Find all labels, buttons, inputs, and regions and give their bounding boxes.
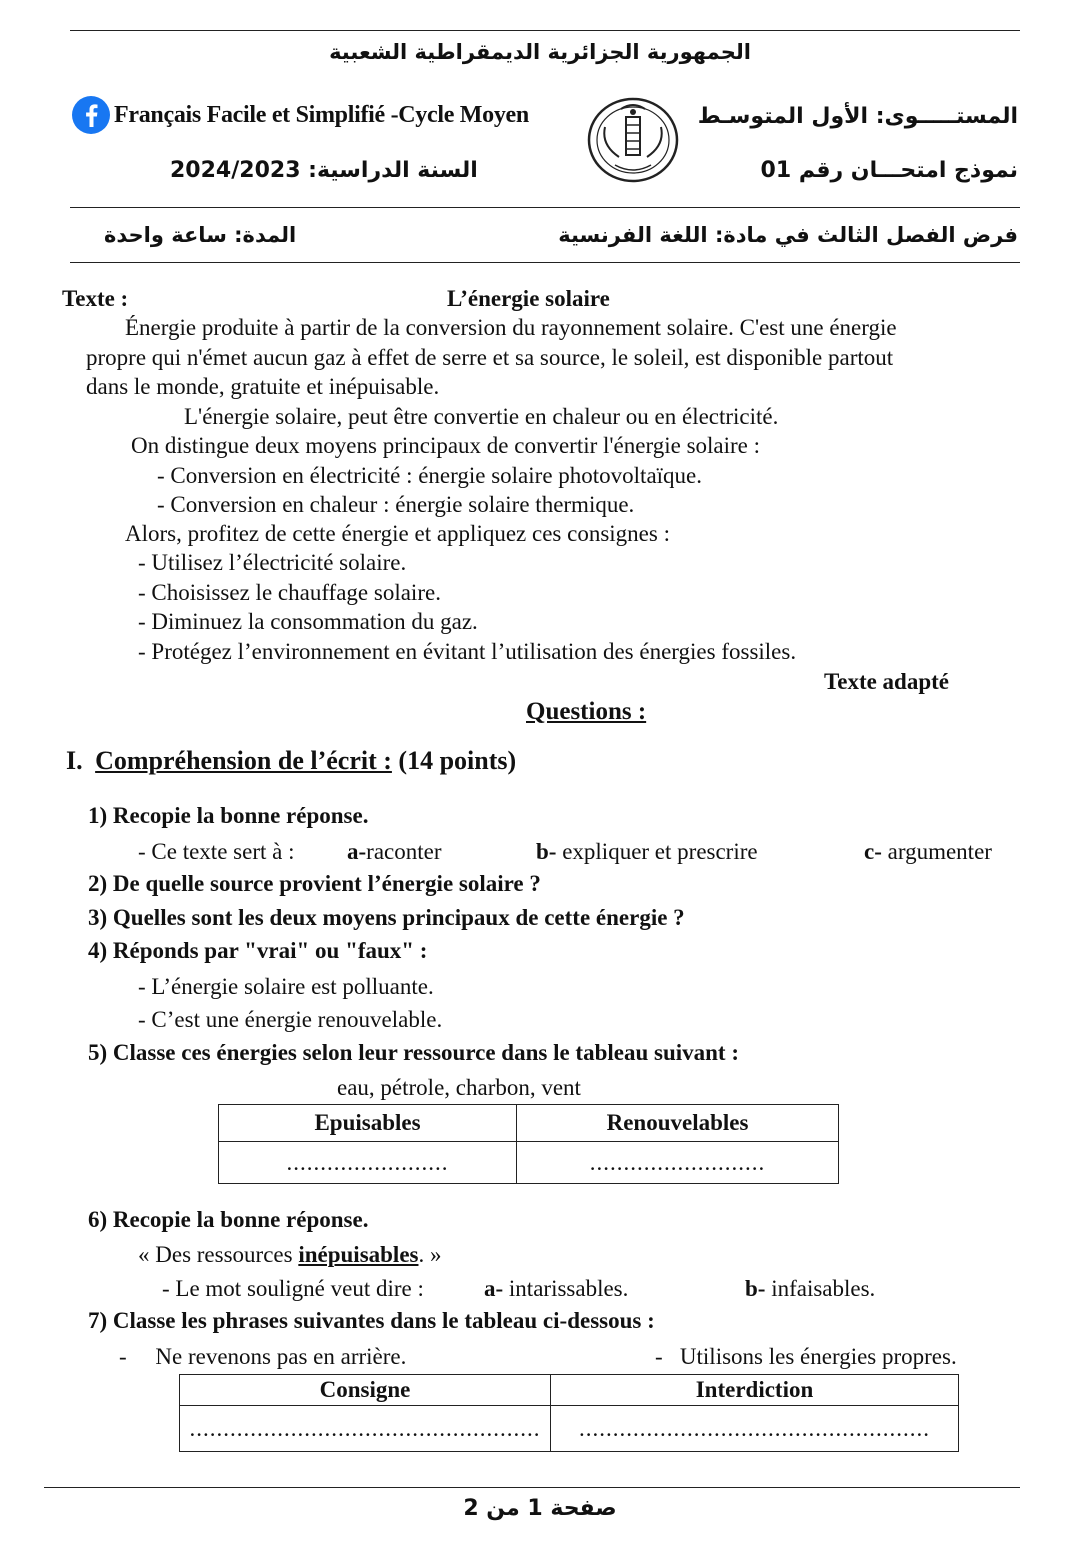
question-4-statement: - C’est une énergie renouvelable. [138, 1007, 443, 1032]
section-points: (14 points) [398, 746, 517, 775]
question-5: 5) Classe ces énergies selon leur ressource dans le tableau suivant : [88, 1040, 739, 1065]
question-6-quote [138, 1240, 441, 1269]
text-line: - Conversion en chaleur : énergie solaire thermique. [157, 492, 635, 517]
question-7-sentence: - Ne revenons pas en arrière. [119, 1344, 407, 1369]
option-letter: b- [536, 839, 557, 864]
text-line: dans le monde, gratuite et inépuisable. [86, 374, 440, 399]
section-heading [66, 746, 516, 776]
text-line: - Utilisez l’électricité solaire. [138, 550, 407, 575]
section-title: Compréhension de l’écrit : [95, 746, 392, 775]
section-number: I. [66, 746, 83, 775]
text-line: L'énergie solaire, peut être convertie en chaleur ou en électricité. [184, 404, 779, 429]
table-header-interdiction: Interdiction [551, 1375, 959, 1406]
option-text: expliquer et prescrire [556, 839, 758, 864]
header-rule-1 [70, 207, 1020, 208]
facebook-brand[interactable] [72, 96, 529, 134]
option-a [484, 1274, 628, 1303]
school-year: السنة الدراسية: 2024/2023 [170, 158, 478, 183]
table-header-consigne: Consigne [180, 1375, 551, 1406]
text-line: - Diminuez la consommation du gaz. [138, 609, 478, 634]
text-line: propre qui n'émet aucun gaz à effet de serre et sa source, le soleil, est disponible partout [86, 345, 894, 370]
emblem-icon [585, 95, 681, 185]
question-6: 6) Recopie la bonne réponse. [88, 1207, 369, 1232]
exam-duration: المدة: ساعة واحدة [104, 223, 297, 247]
republic-title: الجمهورية الجزائرية الديمقراطية الشعبية [329, 40, 751, 64]
text-title: L’énergie solaire [447, 286, 610, 311]
facebook-page-name: Français Facile et Simplifié -Cycle Moyen [114, 101, 529, 128]
question-6-stem: - Le mot souligné veut dire : [162, 1276, 424, 1301]
table-header-epuisables: Epuisables [219, 1105, 517, 1142]
text-line: - Choisissez le chauffage solaire. [138, 580, 441, 605]
question-4: 4) Réponds par "vrai" ou "faux" : [88, 938, 428, 963]
question-3: 3) Quelles sont les deux moyens principaux de cette énergie ? [88, 905, 685, 930]
question-1: 1) Recopie la bonne réponse. [88, 803, 369, 828]
option-letter: a- [347, 839, 367, 864]
option-a [347, 837, 442, 866]
question-2: 2) De quelle source provient l’énergie solaire ? [88, 871, 541, 896]
question-7: 7) Classe les phrases suivantes dans le tableau ci-dessous : [88, 1308, 655, 1333]
text-label: Texte : [62, 286, 129, 311]
questions-heading: Questions : [526, 698, 647, 725]
table-answer-cell: .................................................... [551, 1406, 959, 1452]
quote-start: « Des ressources [138, 1242, 299, 1267]
table-answer-cell: .......................... [517, 1142, 839, 1184]
footer-rule [44, 1487, 1020, 1488]
table-answer-cell: ........................ [219, 1142, 517, 1184]
option-b [745, 1274, 875, 1303]
option-letter: c- [864, 839, 882, 864]
quote-end: . » [418, 1242, 442, 1267]
option-text: argumenter [881, 839, 992, 864]
option-text: infaisables. [765, 1276, 876, 1301]
exam-title: فرض الفصل الثالث في مادة: اللغة الفرنسية [558, 223, 1018, 247]
table-consigne-interdiction [179, 1374, 959, 1452]
option-text: intarissables. [503, 1276, 629, 1301]
table-answer-cell: .................................................... [180, 1406, 551, 1452]
exam-model-number: نموذج امتحـــان رقم 01 [760, 158, 1018, 183]
text-line: Alors, profitez de cette énergie et appliquez ces consignes : [125, 521, 670, 546]
page-number: صفحة 1 من 2 [463, 1496, 617, 1521]
option-text: raconter [366, 839, 442, 864]
text-line: - Protégez l’environnement en évitant l’utilisation des énergies fossiles. [138, 639, 797, 664]
text-line: On distingue deux moyens principaux de convertir l'énergie solaire : [131, 433, 761, 458]
option-c [864, 837, 992, 866]
text-line: Énergie produite à partir de la conversion du rayonnement solaire. C'est une énergie [125, 315, 897, 340]
option-letter: a- [484, 1276, 504, 1301]
text-source: Texte adapté [824, 669, 950, 694]
facebook-icon [72, 96, 110, 134]
header-rule-2 [70, 262, 1020, 263]
question-7-sentence: - Utilisons les énergies propres. [655, 1344, 957, 1369]
option-b [536, 837, 758, 866]
level-label: المستـــــوى: الأول المتوسـط [697, 104, 1018, 129]
question-1-stem: - Ce texte sert à : [138, 839, 295, 864]
question-4-statement: - L’énergie solaire est polluante. [138, 974, 434, 999]
underlined-word: inépuisables [298, 1242, 419, 1267]
table-header-renouvelables: Renouvelables [517, 1105, 839, 1142]
option-letter: b- [745, 1276, 766, 1301]
question-5-words: eau, pétrole, charbon, vent [337, 1075, 581, 1100]
table-resources [218, 1104, 839, 1184]
top-rule [70, 30, 1020, 31]
text-line: - Conversion en électricité : énergie solaire photovoltaïque. [157, 463, 703, 488]
